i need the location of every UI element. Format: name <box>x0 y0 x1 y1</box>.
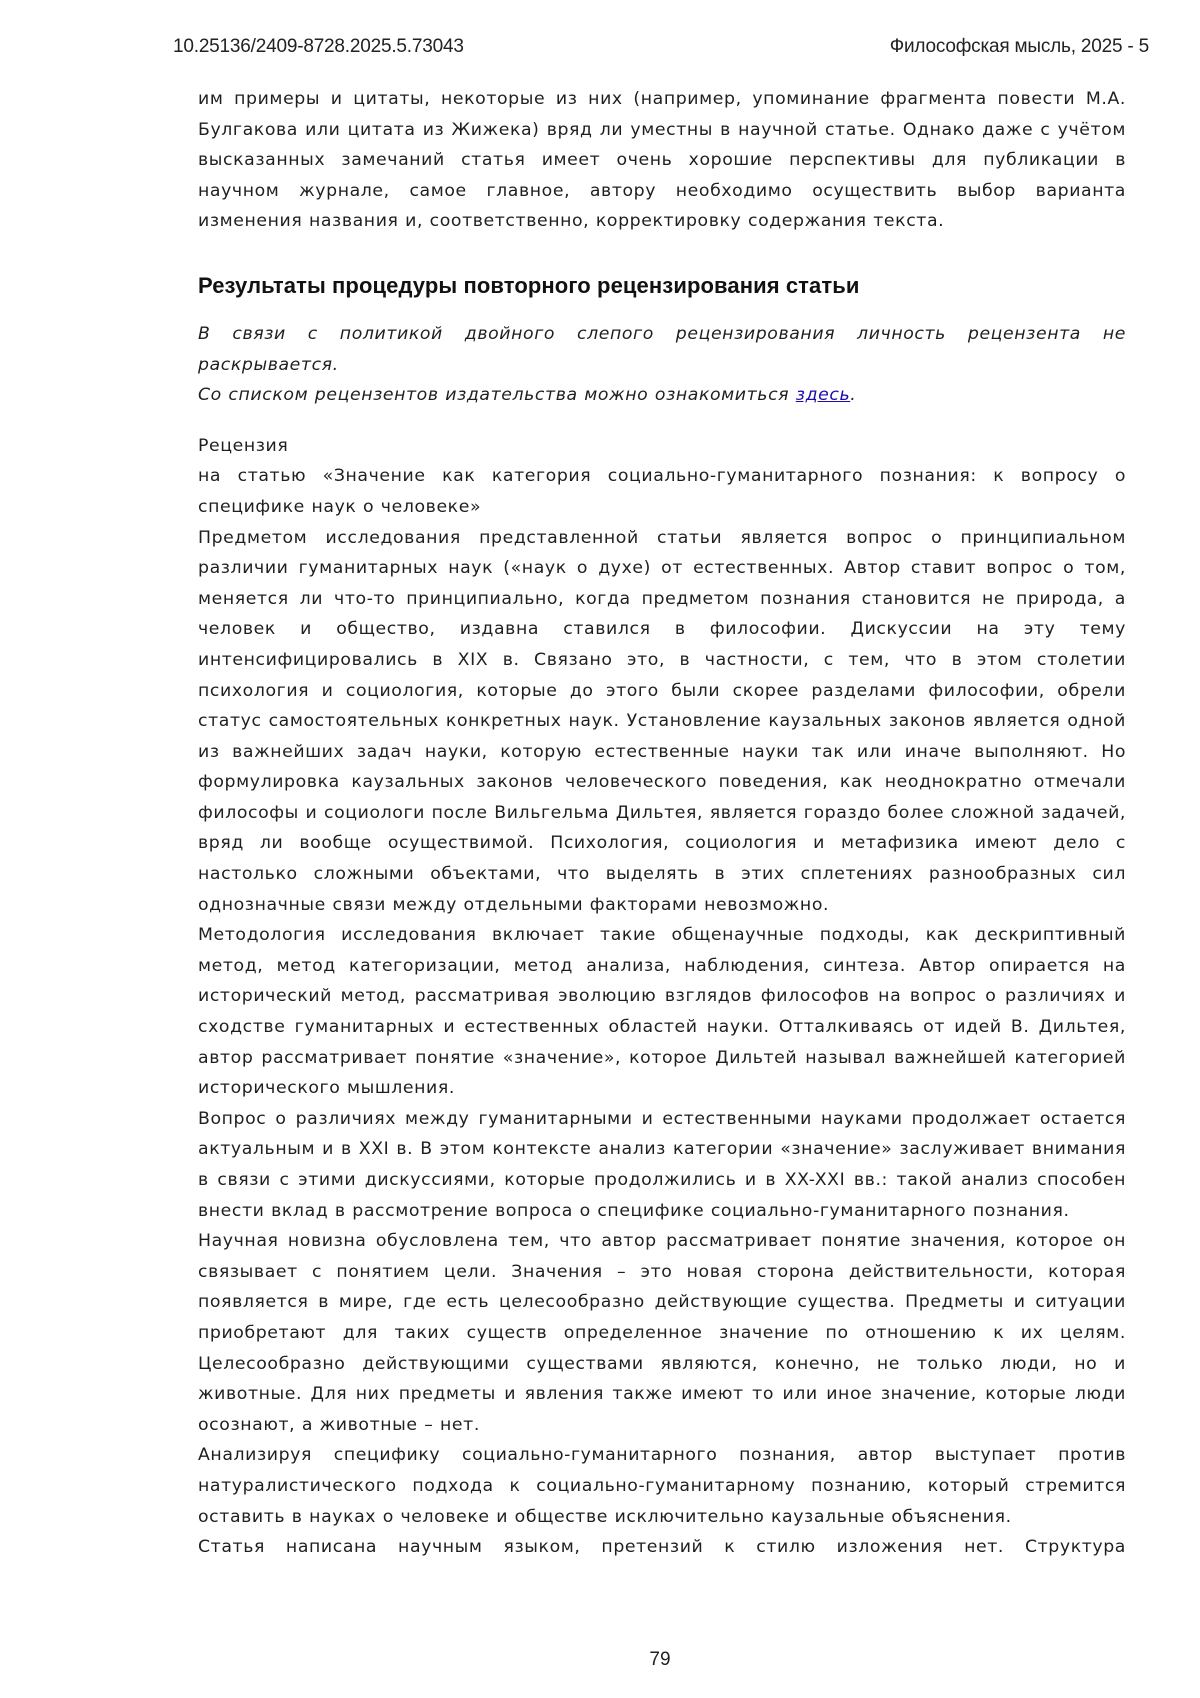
notice-line-2 <box>198 380 1126 411</box>
spacer <box>198 411 1126 431</box>
notice-line-2-suffix: . <box>850 385 856 405</box>
running-header-journal: Философская мысль, 2025 - 5 <box>890 36 1149 58</box>
page-body <box>198 84 1126 1563</box>
page-number: 79 <box>0 1649 1200 1671</box>
review-paragraph: Методология исследования включает такие общенаучные подходы, как дескриптивный метод, метод категоризации, метод анализа, наблюдения, синтеза. Автор опирается на исторический метод, рассматривая эволюцию взглядов философов на вопрос о различиях и сходстве гуманитарных и естественных областей науки. Отталкиваясь от идей В. Дильтея, автор рассматривает понятие «значение», которое Дильтей называл важнейшей категорией исторического мышления. <box>198 920 1126 1104</box>
notice-line-2-prefix: Со списком рецензентов издательства можно ознакомиться <box>198 385 796 405</box>
review-paragraph: Вопрос о различиях между гуманитарными и естественными науками продолжает остается актуальным и в XXI в. В этом контексте анализ категории «значение» заслуживает внимания в связи с этими дискуссиями, которые продолжились и в XX-XXI вв.: такой анализ способен внести вклад в рассмотрение вопроса о специфике социально-гуманитарного познания. <box>198 1104 1126 1226</box>
reviewers-list-link[interactable]: здесь <box>796 385 850 405</box>
review-text <box>198 431 1126 1563</box>
review-paragraph: Анализируя специфику социально-гуманитарного познания, автор выступает против натуралистического подхода к социально-гуманитарному познанию, который стремится оставить в науках о человеке и обществе исключительно каузальные объяснения. <box>198 1440 1126 1532</box>
running-header-doi: 10.25136/2409-8728.2025.5.73043 <box>173 36 464 58</box>
review-subject: на статью «Значение как категория социально-гуманитарного познания: к вопросу о специфике наук о человеке» <box>198 461 1126 522</box>
section-heading: Результаты процедуры повторного рецензирования статьи <box>198 271 1126 301</box>
review-title: Рецензия <box>198 431 1126 462</box>
review-notice <box>198 319 1126 411</box>
review-paragraph: Статья написана научным языком, претензий к стилю изложения нет. Структура <box>198 1532 1126 1563</box>
review-paragraph: Предметом исследования представленной статьи является вопрос о принципиальном различии гуманитарных наук («наук о духе) от естественных. Автор ставит вопрос о том, меняется ли что-то принципиально, когда предметом познания становится не природа, а человек и общество, издавна ставился в философии. Дискуссии на эту тему интенсифицировались в XIX в. Связано это, в частности, с тем, что в этом столетии психология и социология, которые до этого были скорее разделами философии, обрели статус самостоятельных конкретных наук. Установление каузальных законов является одной из важнейших задач науки, которую естественные науки так или иначе выполняют. Но формулировка каузальных законов человеческого поведения, как неоднократно отмечали философы и социологи после Вильгельма Дильтея, является гораздо более сложной задачей, вряд ли вообще осуществимой. Психология, социология и метафизика имеют дело с настолько сложными объектами, что выделять в этих сплетениях разнообразных сил однозначные связи между отдельными факторами невозможно. <box>198 523 1126 921</box>
intro-paragraph: им примеры и цитаты, некоторые из них (например, упоминание фрагмента повести М.А. Булгакова или цитата из Жижека) вряд ли уместны в научной статье. Однако даже с учётом высказанных замечаний статья имеет очень хорошие перспективы для публикации в научном журнале, самое главное, автору необходимо осуществить выбор варианта изменения названия и, соответственно, корректировку содержания текста. <box>198 84 1126 237</box>
review-paragraph: Научная новизна обусловлена тем, что автор рассматривает понятие значения, которое он связывает с понятием цели. Значения – это новая сторона действительности, которая появляется в мире, где есть целесообразно действующие существа. Предметы и ситуации приобретают для таких существ определенное значение по отношению к их целям. Целесообразно действующими существами являются, конечно, не только люди, но и животные. Для них предметы и явления также имеют то или иное значение, которые люди осознают, а животные – нет. <box>198 1226 1126 1440</box>
notice-line-1: В связи с политикой двойного слепого рецензирования личность рецензента не раскрывается. <box>198 319 1126 380</box>
